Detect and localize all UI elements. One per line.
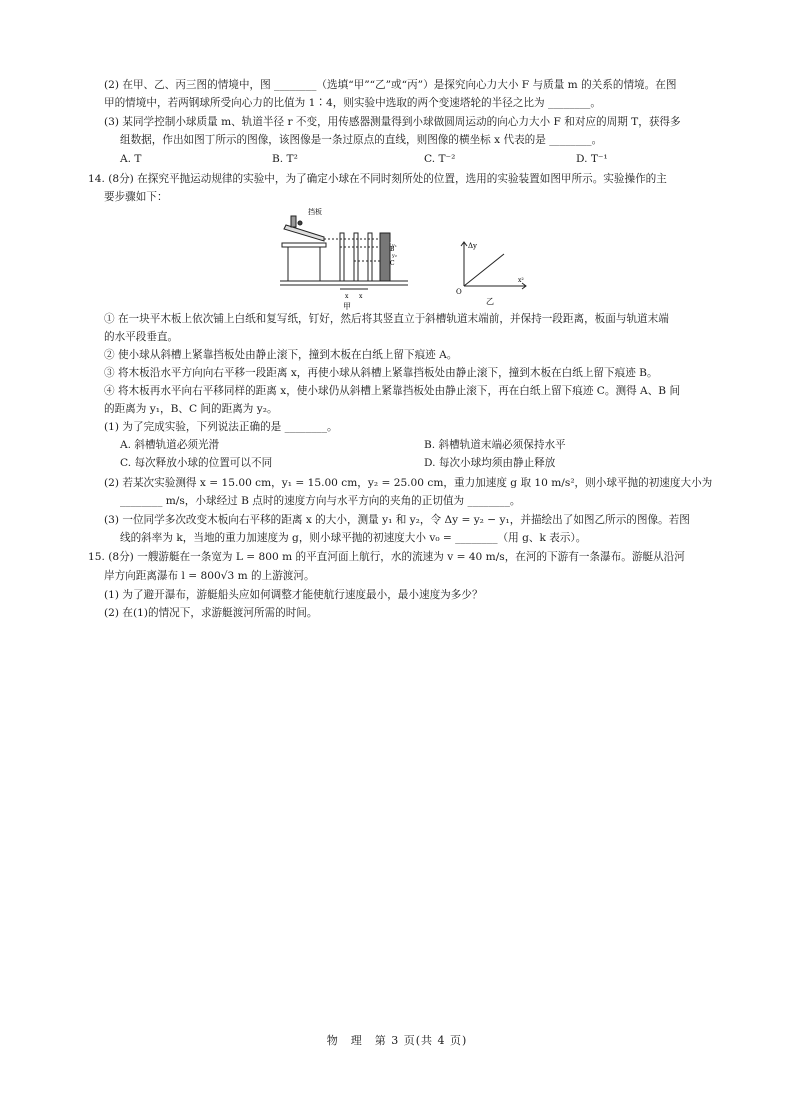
q14-step1-line1: ① 在一块平木板上依次铺上白纸和复写纸，钉好，然后将其竖直立于斜槽轨道末端前，并保持一段距离，板面与轨道末端: [104, 313, 669, 325]
fig-jia-label-x2: x: [359, 293, 363, 300]
q15-part1: (1) 为了避开瀑布，游艇船头应如何调整才能使航行速度最小，最小速度为多少？: [104, 589, 483, 601]
fig-jia-label-y2: y₂: [392, 253, 397, 259]
q14-step4-line1: ④ 将木板再水平向右平移同样的距离 x，使小球仍从斜槽上紧靠挡板处由静止滚下，再在白纸上留下痕迹 C。测得 A、B 间: [104, 385, 681, 397]
q15-heading-line2: 岸方向距离瀑布 l = 800√3 m 的上游渡河。: [104, 570, 315, 582]
q13-option-b: B. T²: [272, 153, 298, 165]
q14-part3-line1: (3) 一位同学多次改变木板向右平移的距离 x 的大小，测量 y₁ 和 y₂，令 Δy = y₂ − y₁，并描绘出了如图乙所示的图像。若图: [104, 514, 690, 526]
fig-jia-label-x1: x: [345, 293, 349, 300]
fig-yi-label-x2: x²: [518, 277, 524, 284]
q14-part3-line2: 线的斜率为 k，当地的重力加速度为 g，则小球平抛的初速度大小 v₀ = ________（用 g、k 表示）。: [120, 532, 587, 544]
fig-yi-label-dy: Δy: [468, 242, 478, 250]
q14-option-a: A. 斜槽轨道必须光滑: [120, 439, 220, 451]
figure-yi-graph: [452, 238, 532, 308]
q14-option-b: B. 斜槽轨道末端必须保持水平: [424, 439, 566, 451]
fig-jia-label-c: C: [390, 260, 395, 267]
q14-step1-line2: 的水平段垂直。: [104, 331, 179, 343]
q14-part2-line2: ________ m/s，小球经过 B 点时的速度方向与水平方向的夹角的正切值为 ________。: [120, 495, 521, 507]
q15-part2: (2) 在(1)的情况下，求游艇渡河所需的时间。: [104, 607, 318, 619]
fig-jia-label-y1: y₁: [392, 243, 397, 249]
q15-heading-line1: 15. (8分) 一艘游艇在一条宽为 L = 800 m 的平直河面上航行，水的流速为 v = 40 m/s，在河的下游有一条瀑布。游艇从沿河: [88, 551, 685, 563]
q13-option-a: A. T: [120, 153, 142, 165]
q13-part3-line2: 组数据，作出如图丁所示的图像，该图像是一条过原点的直线，则图像的横坐标 x 代表的是 ________。: [120, 134, 603, 146]
page-footer: 物 理 第 3 页(共 4 页): [326, 1034, 468, 1047]
q13-part2-line1: (2) 在甲、乙、丙三图的情境中，图 ________（选填“甲”“乙”或“丙”）是探究向心力大小 F 与质量 m 的关系的情境。在图: [104, 79, 677, 91]
q13-option-d: D. T⁻¹: [576, 153, 608, 165]
q14-heading-line2: 要步骤如下：: [104, 191, 168, 203]
q13-part2-line2: 甲的情境中，若两钢球所受向心力的比值为 1∶4，则实验中选取的两个变速塔轮的半径之比为 ________。: [104, 97, 601, 109]
q14-part1: (1) 为了完成实验，下列说法正确的是 ________。: [104, 421, 338, 433]
q14-step4-line2: 的距离为 y₁，B、C 间的距离为 y₂。: [104, 403, 278, 415]
fig-jia-label-a: A: [390, 238, 395, 245]
fig-jia-label-b: B: [390, 246, 395, 253]
q14-step3: ③ 将木板沿水平方向向右平移一段距离 x，再使小球从斜槽上紧靠挡板处由静止滚下，撞到木板在白纸上留下痕迹 B。: [104, 367, 658, 379]
q13-option-c: C. T⁻²: [424, 153, 456, 165]
q13-part3-line1: (3) 某同学控制小球质量 m、轨道半径 r 不变，用传感器测量得到小球做圆周运动的向心力大小 F 和对应的周期 T，获得多: [104, 116, 681, 128]
fig-yi-label-origin: O: [456, 288, 462, 296]
q14-step2: ② 使小球从斜槽上紧靠挡板处由静止滚下，撞到木板在白纸上留下痕迹 A。: [104, 349, 458, 361]
q14-option-d: D. 每次小球均须由静止释放: [424, 457, 556, 469]
fig-yi-caption: 乙: [486, 297, 494, 306]
q14-heading-line1: 14. (8分) 在探究平抛运动规律的实验中，为了确定小球在不同时刻所处的位置，选用的实验装置如图甲所示。实验操作的主: [88, 173, 667, 185]
q14-option-c: C. 每次释放小球的位置可以不同: [120, 457, 273, 469]
fig-jia-caption: 甲: [343, 302, 351, 311]
figure-jia-apparatus: [280, 203, 410, 311]
q14-part2-line1: (2) 若某次实验测得 x = 15.00 cm，y₁ = 15.00 cm，y₂ = 25.00 cm，重力加速度 g 取 10 m/s²，则小球平抛的初速度大小为: [104, 477, 713, 489]
fig-jia-label-baffle: 挡板: [308, 208, 322, 216]
